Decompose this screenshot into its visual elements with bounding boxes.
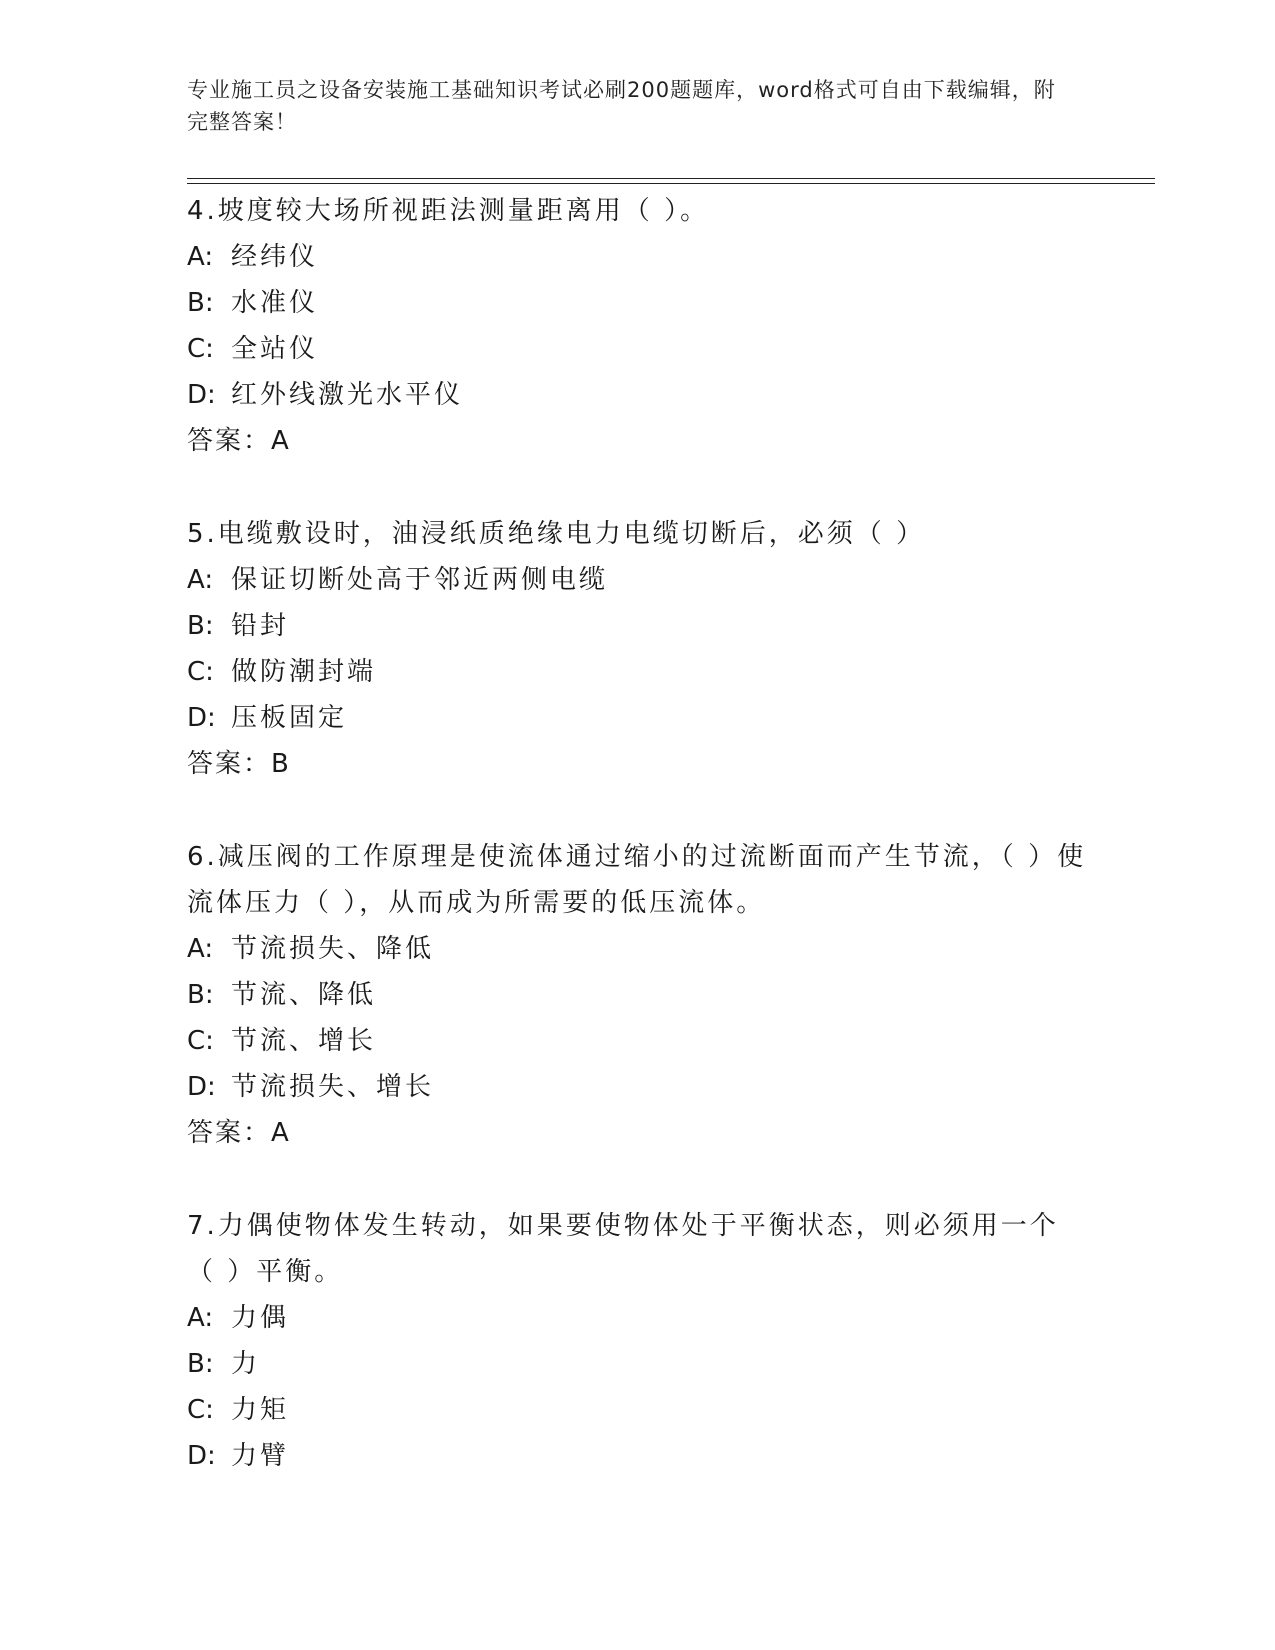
option-a (187, 557, 1087, 603)
option-key: A: (187, 1303, 214, 1333)
option-text: 节流、增长 (231, 1026, 377, 1056)
answer-line: 答案：A (187, 426, 291, 456)
option-key: D: (187, 1072, 216, 1102)
question-item (187, 834, 1087, 1156)
header-divider-top (187, 178, 1155, 179)
option-key: A: (187, 934, 214, 964)
option-key: A: (187, 565, 214, 595)
option-b (187, 280, 1087, 326)
option-a (187, 234, 1087, 280)
option-key: B: (187, 288, 214, 318)
option-key: C: (187, 334, 214, 364)
question-list (187, 188, 1087, 1526)
answer-line: 答案：A (187, 1118, 291, 1148)
option-text: 节流损失、增长 (231, 1072, 435, 1102)
option-text: 做防潮封端 (231, 657, 377, 687)
option-text: 力 (231, 1349, 261, 1379)
option-b (187, 972, 1087, 1018)
option-text: 力臂 (231, 1441, 290, 1471)
option-key: A: (187, 242, 214, 272)
option-text: 压板固定 (231, 703, 348, 733)
header-divider-bottom (187, 183, 1155, 184)
option-c (187, 1018, 1087, 1064)
option-key: D: (187, 380, 216, 410)
question-stem: 7.力偶使物体发生转动，如果要使物体处于平衡状态，则必须用一个（ ）平衡。 (187, 1211, 1059, 1287)
option-key: B: (187, 1349, 214, 1379)
question-stem: 5.电缆敷设时，油浸纸质绝缘电力电缆切断后，必须（ ） (187, 519, 926, 549)
option-c (187, 1387, 1087, 1433)
option-text: 铅封 (231, 611, 290, 641)
option-key: D: (187, 703, 216, 733)
option-text: 节流、降低 (231, 980, 377, 1010)
option-text: 节流损失、降低 (231, 934, 435, 964)
answer-line: 答案：B (187, 749, 291, 779)
option-key: C: (187, 657, 214, 687)
option-b (187, 1341, 1087, 1387)
option-c (187, 326, 1087, 372)
option-d (187, 372, 1087, 418)
option-text: 保证切断处高于邻近两侧电缆 (231, 565, 609, 595)
option-text: 全站仪 (231, 334, 319, 364)
option-a (187, 1295, 1087, 1341)
option-a (187, 926, 1087, 972)
option-d (187, 1433, 1087, 1479)
option-key: D: (187, 1441, 216, 1471)
option-c (187, 649, 1087, 695)
document-header: 专业施工员之设备安装施工基础知识考试必刷200题题库，word格式可自由下载编辑，附完整答案！ (187, 78, 1056, 134)
option-text: 经纬仪 (231, 242, 319, 272)
question-stem: 4.坡度较大场所视距法测量距离用（ ）。 (187, 196, 710, 226)
option-key: B: (187, 980, 214, 1010)
question-item (187, 1203, 1087, 1479)
option-text: 力偶 (231, 1303, 290, 1333)
option-b (187, 603, 1087, 649)
option-d (187, 1064, 1087, 1110)
option-d (187, 695, 1087, 741)
option-key: B: (187, 611, 214, 641)
question-stem: 6.减压阀的工作原理是使流体通过缩小的过流断面而产生节流，（ ）使流体压力（ ），从而成为所需要的低压流体。 (187, 842, 1087, 918)
option-text: 红外线激光水平仪 (231, 380, 464, 410)
option-text: 水准仪 (231, 288, 319, 318)
option-key: C: (187, 1026, 214, 1056)
question-item (187, 188, 1087, 464)
option-text: 力矩 (231, 1395, 290, 1425)
question-item (187, 511, 1087, 787)
option-key: C: (187, 1395, 214, 1425)
